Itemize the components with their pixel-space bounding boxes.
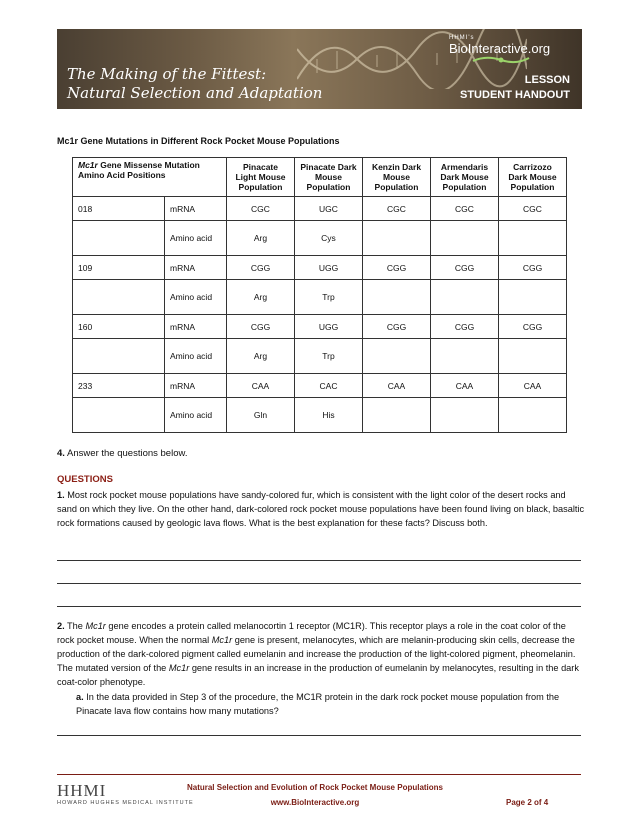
table-cell	[363, 339, 431, 374]
gene-name-italic: Mc1r	[85, 621, 106, 631]
type-cell: mRNA	[165, 374, 227, 398]
position-cell: 233	[73, 374, 165, 398]
gene-name-italic: Mc1r	[78, 160, 98, 170]
table-cell: CGG	[431, 315, 499, 339]
footer-url[interactable]: www.BioInteractive.org	[270, 798, 360, 807]
table-cell	[431, 280, 499, 315]
table-cell: Arg	[227, 280, 295, 315]
table-cell: Gln	[227, 398, 295, 433]
biointeractive-logo	[449, 35, 550, 56]
table-cell: CGG	[363, 256, 431, 280]
table-cell: CAA	[227, 374, 295, 398]
table-row	[73, 256, 567, 280]
column-header: Kenzin Dark Mouse Population	[363, 158, 431, 197]
page-number: Page 2 of 4	[506, 798, 549, 807]
gecko-icon	[471, 53, 531, 67]
question-text: Most rock pocket mouse populations have sandy-colored fur, which is consistent with the light color of the desert rocks and sand on which they live. On the other hand, dark-colored rock pocket mouse populations have been found living on black, basaltic rock formations caused by geologic lava flows. What is the best explanation for these facts? Discuss both.	[57, 490, 585, 528]
table-row	[73, 374, 567, 398]
table-cell: CAA	[431, 374, 499, 398]
question-2a	[76, 690, 584, 718]
table-cell: Cys	[295, 221, 363, 256]
question-number: a.	[76, 692, 84, 702]
banner-title	[67, 65, 322, 103]
answer-line[interactable]	[57, 583, 581, 584]
table-cell	[431, 339, 499, 374]
table-cell: CAC	[295, 374, 363, 398]
table-cell: Trp	[295, 280, 363, 315]
text-run: gene results in an increase in the production of eumelanin by melanocytes, resulting in the dark coat-color phenotype.	[57, 663, 579, 687]
logo-text: BioInteractive.org	[449, 41, 551, 56]
table-cell: Arg	[227, 339, 295, 374]
position-cell	[73, 221, 165, 256]
text-run: The	[64, 621, 86, 631]
logo-small-text: HHMI's	[449, 35, 475, 41]
table-cell: CGC	[431, 197, 499, 221]
table-cell: CGC	[227, 197, 295, 221]
banner-label-lesson: LESSON	[524, 74, 570, 86]
table-cell	[499, 280, 567, 315]
step-number: 4.	[57, 448, 65, 459]
type-cell: mRNA	[165, 197, 227, 221]
table-cell	[363, 221, 431, 256]
table-cell: Arg	[227, 221, 295, 256]
question-1	[57, 488, 585, 530]
gene-name-italic: Mc1r	[168, 663, 190, 673]
answer-line[interactable]	[57, 560, 581, 561]
table-row	[73, 339, 567, 374]
table-cell	[499, 221, 567, 256]
position-cell	[73, 398, 165, 433]
table-cell	[499, 339, 567, 374]
table-cell: UGC	[295, 197, 363, 221]
gene-name-italic: Mc1r	[211, 635, 233, 645]
table-cell: CGC	[363, 197, 431, 221]
column-header: Armendaris Dark Mouse Population	[431, 158, 499, 197]
table-cell	[431, 398, 499, 433]
table-cell	[363, 280, 431, 315]
table-header-first	[73, 158, 227, 197]
mutation-table	[72, 157, 567, 433]
banner-label	[460, 73, 570, 103]
hhmi-logo: HHMI	[57, 781, 107, 800]
step-text: Answer the questions below.	[64, 448, 188, 459]
banner-title-line2: Natural Selection and Adaptation	[67, 84, 323, 102]
question-2	[57, 619, 585, 689]
table-row	[73, 221, 567, 256]
table-row	[73, 197, 567, 221]
questions-heading: QUESTIONS	[57, 474, 113, 485]
position-cell: 160	[73, 315, 165, 339]
banner-label-handout: STUDENT HANDOUT	[460, 89, 570, 101]
position-cell	[73, 280, 165, 315]
type-cell: mRNA	[165, 256, 227, 280]
answer-line[interactable]	[57, 606, 581, 607]
position-cell: 109	[73, 256, 165, 280]
footer-title: Natural Selection and Evolution of Rock Pocket Mouse Populations	[186, 783, 444, 792]
table-row	[73, 280, 567, 315]
table-cell: CGC	[499, 197, 567, 221]
table-cell: UGG	[295, 315, 363, 339]
table-cell: CGG	[227, 256, 295, 280]
hhmi-logo-subtitle: HOWARD HUGHES MEDICAL INSTITUTE	[57, 800, 194, 806]
table-cell: CAA	[499, 374, 567, 398]
table-cell: CGG	[431, 256, 499, 280]
step-4	[57, 448, 187, 459]
table-cell: UGG	[295, 256, 363, 280]
type-cell: Amino acid	[165, 221, 227, 256]
position-cell	[73, 339, 165, 374]
text-run: gene is present, melanocytes, which are melanin-producing skin cells, decrease the production of the dark-colored pigment called eumelanin and increase the production of the light-colored pigment, pheomelanin. The mutated version of the	[57, 635, 576, 673]
table-row	[73, 315, 567, 339]
position-cell: 018	[73, 197, 165, 221]
table-cell	[363, 398, 431, 433]
answer-line[interactable]	[57, 735, 581, 736]
table-row	[73, 398, 567, 433]
question-number: 1.	[57, 490, 65, 500]
table-header-row	[73, 158, 567, 197]
table-cell: CGG	[227, 315, 295, 339]
type-cell: Amino acid	[165, 339, 227, 374]
column-header: Carrizozo Dark Mouse Population	[499, 158, 567, 197]
question-number: 2.	[57, 621, 65, 631]
table-cell	[431, 221, 499, 256]
table-cell: Trp	[295, 339, 363, 374]
type-cell: mRNA	[165, 315, 227, 339]
header-first-rest: Gene Missense Mutation Amino Acid Positions	[78, 160, 200, 180]
column-header: Pinacate Dark Mouse Population	[295, 158, 363, 197]
table-cell: CGG	[363, 315, 431, 339]
table-cell: CAA	[363, 374, 431, 398]
header-banner	[57, 29, 582, 109]
table-title: Mc1r Gene Mutations in Different Rock Pocket Mouse Populations	[57, 136, 340, 146]
table-cell: CGG	[499, 256, 567, 280]
text-run: gene encodes a protein called melanocortin 1 receptor (MC1R). This receptor plays a role in the coat color of the rock pocket mouse. When the normal	[57, 621, 566, 645]
type-cell: Amino acid	[165, 398, 227, 433]
column-header: Pinacate Light Mouse Population	[227, 158, 295, 197]
table-cell	[499, 398, 567, 433]
type-cell: Amino acid	[165, 280, 227, 315]
footer-divider	[57, 774, 581, 775]
question-text: In the data provided in Step 3 of the procedure, the MC1R protein in the dark rock pocket mouse population from the Pinacate lava flow contains how many mutations?	[76, 692, 560, 716]
table-cell: CGG	[499, 315, 567, 339]
banner-title-line1: The Making of the Fittest:	[67, 65, 267, 83]
table-cell: His	[295, 398, 363, 433]
